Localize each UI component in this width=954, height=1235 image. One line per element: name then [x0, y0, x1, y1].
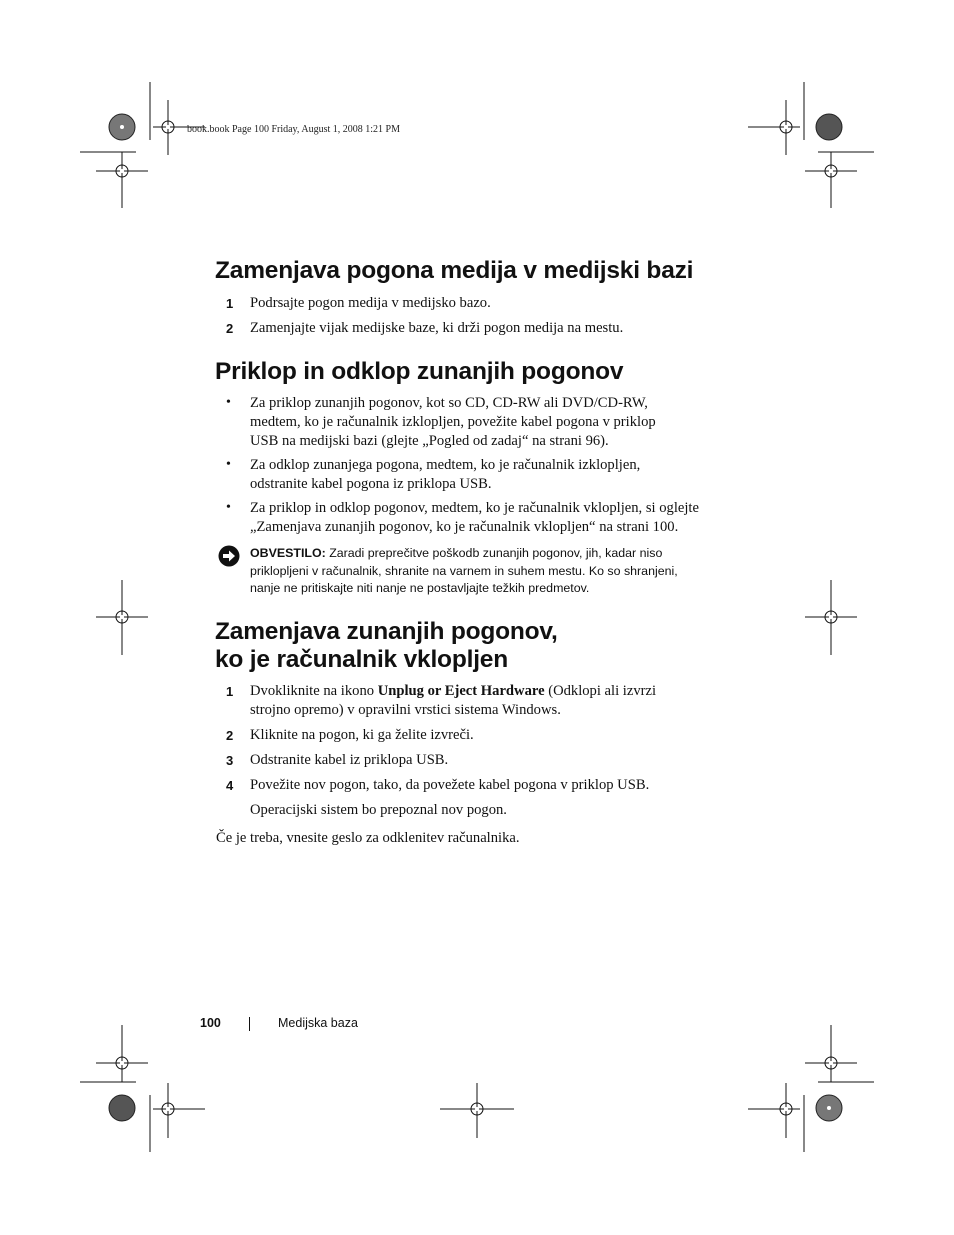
- step-text: Povežite nov pogon, tako, da povežete kabel pogona v priklop USB.: [250, 777, 650, 793]
- step-note-text: Operacijski sistem bo prepoznal nov pogon.: [250, 802, 507, 818]
- notice-icon: [218, 545, 240, 567]
- section-title-media-drive: Zamenjava pogona medija v medijski bazi: [215, 257, 694, 284]
- bullet-text-line: odstranite kabel pogona iz priklopa USB.: [250, 476, 492, 492]
- bullet-text-line: USB na medijski bazi (glejte „Pogled od zadaj“ na strani 96).: [250, 433, 609, 449]
- step-text: Zamenjajte vijak medijske baze, ki drži pogon medija na mestu.: [250, 320, 624, 336]
- step-text: Podrsajte pogon medija v medijsko bazo.: [250, 295, 491, 311]
- step-text: Odstranite kabel iz priklopa USB.: [250, 752, 449, 768]
- step-number: 2: [226, 728, 234, 743]
- section-title-replace-drives: [215, 618, 558, 674]
- step-number: 2: [226, 321, 234, 336]
- bullet-icon: •: [226, 457, 231, 472]
- section-title-external-drives: Priklop in odklop zunanjih pogonov: [215, 358, 624, 385]
- section-title-line: Zamenjava zunanjih pogonov,: [215, 618, 558, 645]
- bullet-icon: •: [226, 395, 231, 410]
- notice-text-line: nanje ne pritiskajte niti nanje ne postavljajte težkih predmetov.: [250, 581, 590, 595]
- print-header-info: book.book Page 100 Friday, August 1, 2008 1:21 PM: [187, 124, 400, 135]
- notice-label: OBVESTILO:: [250, 546, 326, 560]
- bullet-text-line: „Zamenjava zunanjih pogonov, ko je računalnik vklopljen“ na strani 100.: [250, 519, 679, 535]
- step-number: 4: [226, 778, 234, 793]
- bullet-text-line: Za odklop zunanjega pogona, medtem, ko je računalnik izklopljen,: [250, 457, 641, 473]
- closing-paragraph: Če je treba, vnesite geslo za odklenitev računalnika.: [216, 830, 520, 846]
- bullet-text-line: Za priklop in odklop pogonov, medtem, ko je računalnik vklopljen, si oglejte: [250, 500, 699, 516]
- step-text-bold: Unplug or Eject Hardware: [377, 683, 545, 699]
- page-number: 100: [200, 1016, 221, 1030]
- step-number: 3: [226, 753, 234, 768]
- step-text: strojno opremo) v opravilni vrstici sistema Windows.: [250, 702, 561, 718]
- notice-text-line: Zaradi preprečitve poškodb zunanjih pogonov, jih, kadar niso: [329, 546, 663, 560]
- bullet-text-line: Za priklop zunanjih pogonov, kot so CD, CD-RW ali DVD/CD-RW,: [250, 395, 648, 411]
- bullet-text-line: medtem, ko je računalnik izklopljen, povežite kabel pogona v priklop: [250, 414, 656, 430]
- notice-box: [250, 545, 720, 598]
- notice-text-line: priklopljeni v računalnik, shranite na varnem in suhem mestu. Ko so shranjeni,: [250, 563, 678, 578]
- bullet-icon: •: [226, 500, 231, 515]
- step-number: 1: [226, 296, 234, 311]
- footer-section-title: Medijska baza: [278, 1016, 358, 1030]
- step-number: 1: [226, 684, 234, 699]
- step-text: Kliknite na pogon, ki ga želite izvreči.: [250, 727, 474, 743]
- step-text: Dvokliknite na ikono: [250, 683, 378, 699]
- step-text: (Odklopi ali izvrzi: [544, 683, 657, 699]
- section-title-line: ko je računalnik vklopljen: [215, 646, 508, 673]
- footer-divider: [249, 1017, 250, 1031]
